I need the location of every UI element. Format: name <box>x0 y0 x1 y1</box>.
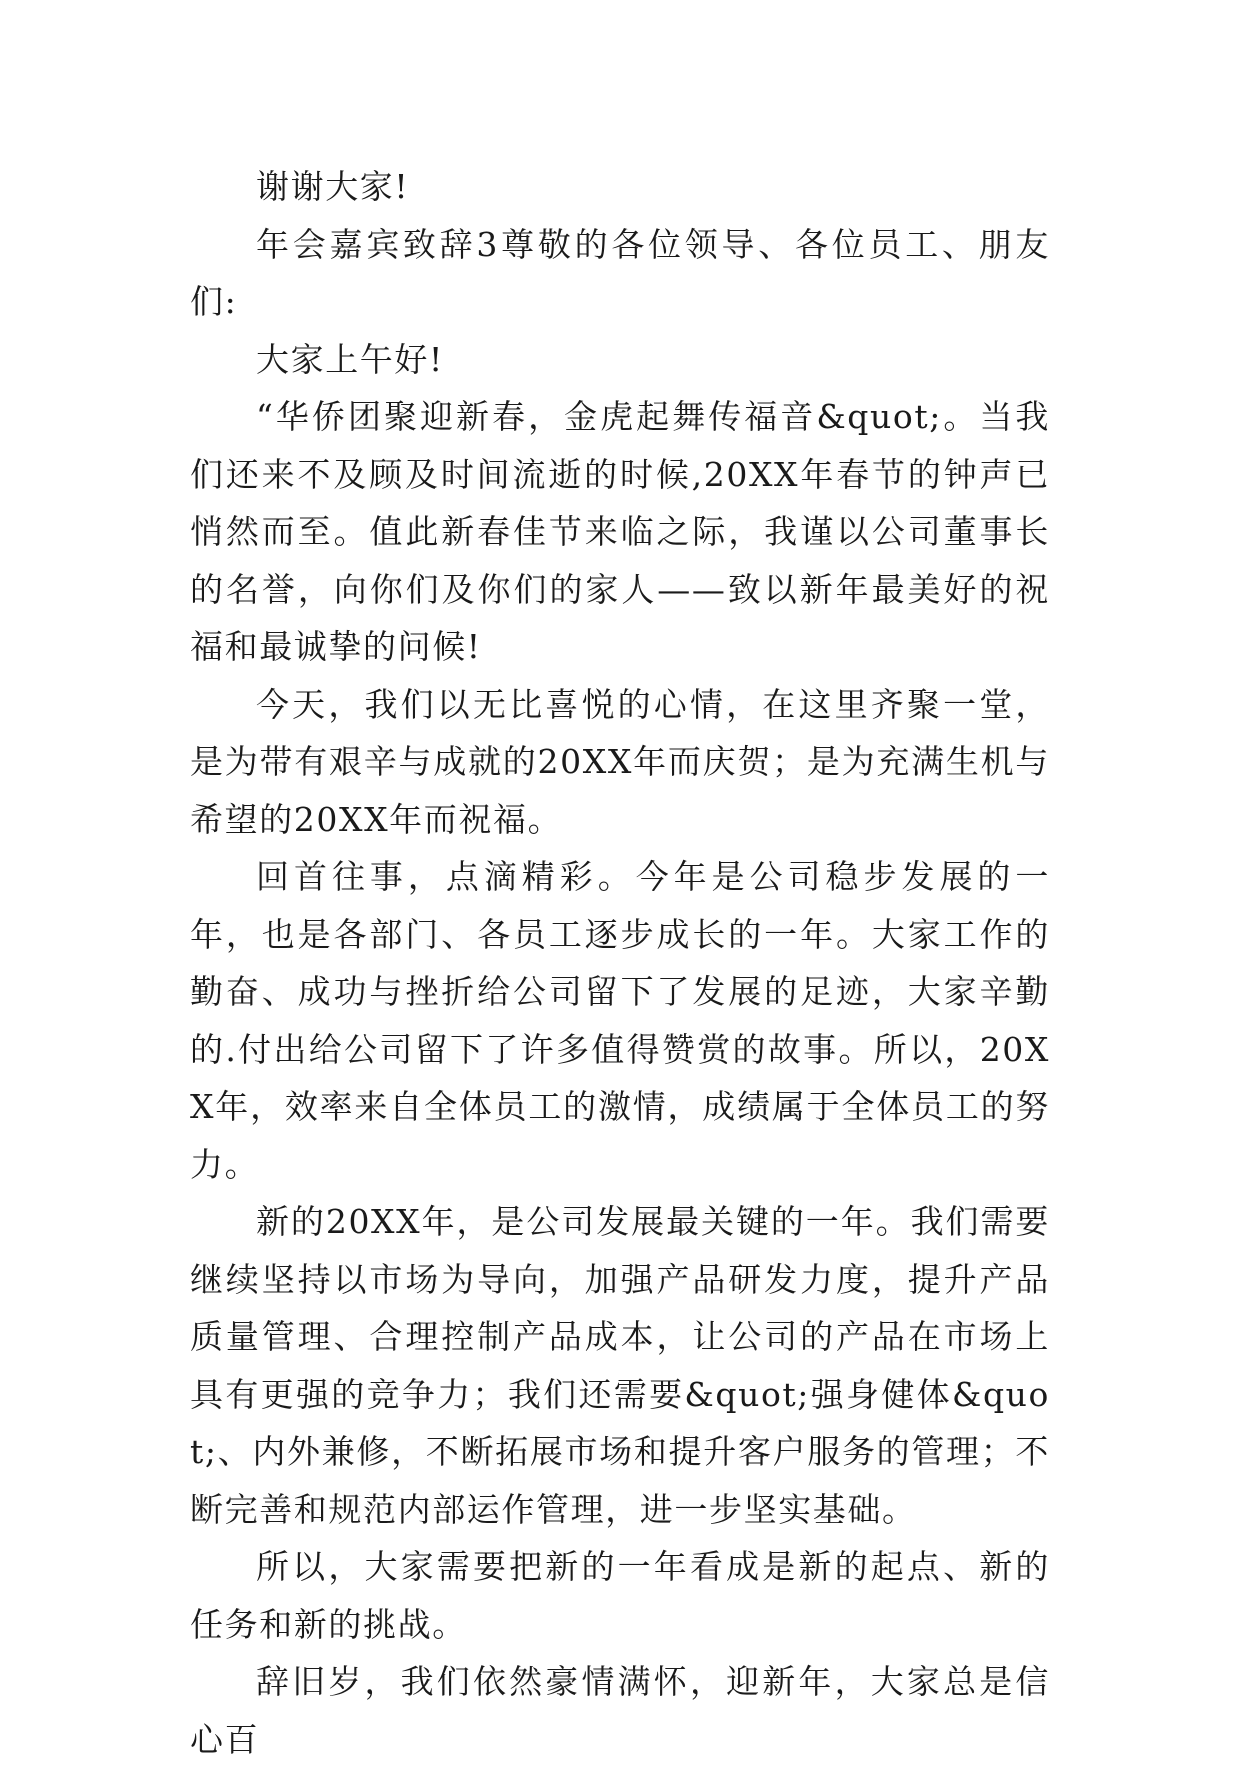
document-body <box>190 158 1050 1768</box>
paragraph-greeting: 大家上午好! <box>256 339 444 379</box>
paragraph-retrospective: 回首往事，点滴精彩。今年是公司稳步发展的一年，也是各部门、各员工逐步成长的一年。大家工作的勤奋、成功与挫折给公司留下了发展的足迹，大家辛勤的.付出给公司留下了许多值得赞赏的故事。所以，20XX年，效率来自全体员工的激情，成绩属于全体员工的努力。 <box>190 857 1050 1184</box>
paragraph-closing-thanks: 谢谢大家! <box>256 167 410 206</box>
paragraph-speech-title: 年会嘉宾致辞3尊敬的各位领导、各位员工、朋友们: <box>190 224 1050 321</box>
paragraph-new-year-wishes: “华侨团聚迎新春，金虎起舞传福音&quot;。当我们还来不及顾及时间流逝的时候,20XX年春节的钟声已悄然而至。值此新春佳节来临之际，我谨以公司董事长的名誉，向你们及你们的家人——致以新年最美好的祝福和最诚挚的问候! <box>190 397 1050 666</box>
paragraph-new-start: 所以，大家需要把新的一年看成是新的起点、新的任务和新的挑战。 <box>190 1547 1050 1644</box>
paragraph-farewell-old-year: 辞旧岁，我们依然豪情满怀，迎新年，大家总是信心百 <box>190 1662 1050 1759</box>
paragraph-celebration: 今天，我们以无比喜悦的心情，在这里齐聚一堂，是为带有艰辛与成就的20XX年而庆贺；是为充满生机与希望的20XX年而祝福。 <box>190 684 1050 839</box>
paragraph-new-year-plan: 新的20XX年，是公司发展最关键的一年。我们需要继续坚持以市场为导向，加强产品研发力度，提升产品质量管理、合理控制产品成本，让公司的产品在市场上具有更强的竞争力；我们还需要&quot;强身健体&quot;、内外兼修，不断拓展市场和提升客户服务的管理；不断完善和规范内部运作管理，进一步坚实基础。 <box>190 1202 1050 1529</box>
